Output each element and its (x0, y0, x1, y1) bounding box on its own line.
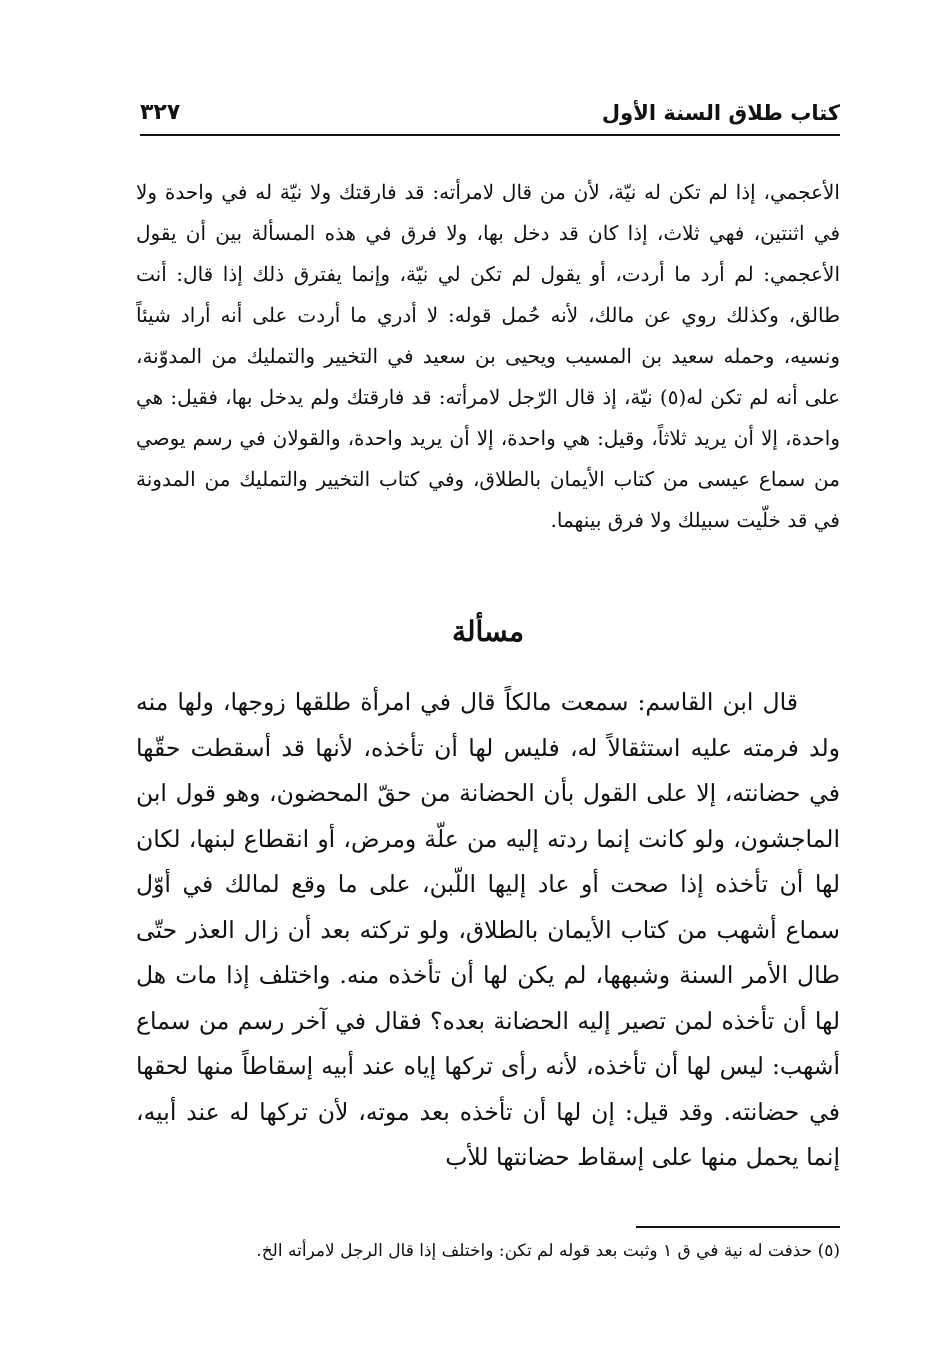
header-rule (140, 134, 840, 136)
commentary-paragraph: الأعجمي، إذا لم تكن له نيّة، لأن من قال لامرأته: قد فارقتك ولا نيّة له في واحدة ولا في اثنتين، فهي ثلاث، إذا كان قد دخل بها، ولا فرق في هذه المسألة بين أن يقول الأعجمي: لم أرد ما أردت، أو يقول لم تكن لي نيّة، وإنما يفترق ذلك إذا قال: أنت طالق، وكذلك روي عن مالك، لأنه حُمل قوله: لا أدري ما أردت على أنه أراد شيئاً ونسيه، وحمله سعيد بن المسيب ويحيى بن سعيد في التخيير والتمليك من المدوّنة، على أنه لم تكن له(٥) نيّة، إذ قال الرّجل لامرأته: قد فارقتك ولم يدخل بها، فقيل: هي واحدة، إلا أن يريد ثلاثاً، وقيل: هي واحدة، إلا أن يريد واحدة، والقولان في رسم يوصي من سماع عيسى من كتاب الأيمان بالطلاق، وفي كتاب التخيير والتمليك من المدونة في قد خلّيت سبيلك ولا فرق بينهما. (136, 180, 841, 532)
running-header (140, 96, 840, 130)
issue-paragraph: قال ابن القاسم: سمعت مالكاً قال في امرأة طلقها زوجها، ولها منه ولد فرمته عليه استثقالاً له، فليس لها أن تأخذه، لأنها قد أسقطت حقّها في حضانته، إلا على القول بأن الحضانة من حقّ المحضون، وهو قول ابن الماجشون، ولو كانت إنما ردته إليه من علّة ومرض، أو انقطاع لبنها، لكان لها أن تأخذه إذا صحت أو عاد إليها اللّبن، على ما وقع لمالك في أوّل سماع أشهب من كتاب الأيمان بالطلاق، ولو تركته بعد أن زال العذر حتّى طال الأمر السنة وشبهها، لم يكن لها أن تأخذه منه. واختلف إذا مات هل لها أن تأخذه لمن تصير إليه الحضانة بعده؟ فقال في آخر رسم من سماع أشهب: ليس لها أن تأخذه، لأنه رأى تركها إياه عند أبيه إسقاطاً منها لحقها في حضانته. وقد قيل: إن لها أن تأخذه بعد موته، لأن تركها له عند أبيه، إنما يحمل منها على إسقاط حضانتها للأب (136, 688, 840, 1171)
page-number: ٣٢٧ (140, 100, 181, 125)
running-title: كتاب طلاق السنة الأول (601, 101, 840, 125)
footnote: (٥) حذفت له نية في ق ١ وثبت بعد قوله لم تكن: واختلف إذا قال الرجل لامرأته الخ. (256, 1241, 840, 1261)
footnote-rule (636, 1226, 840, 1228)
section-heading: مسألة (451, 615, 525, 648)
